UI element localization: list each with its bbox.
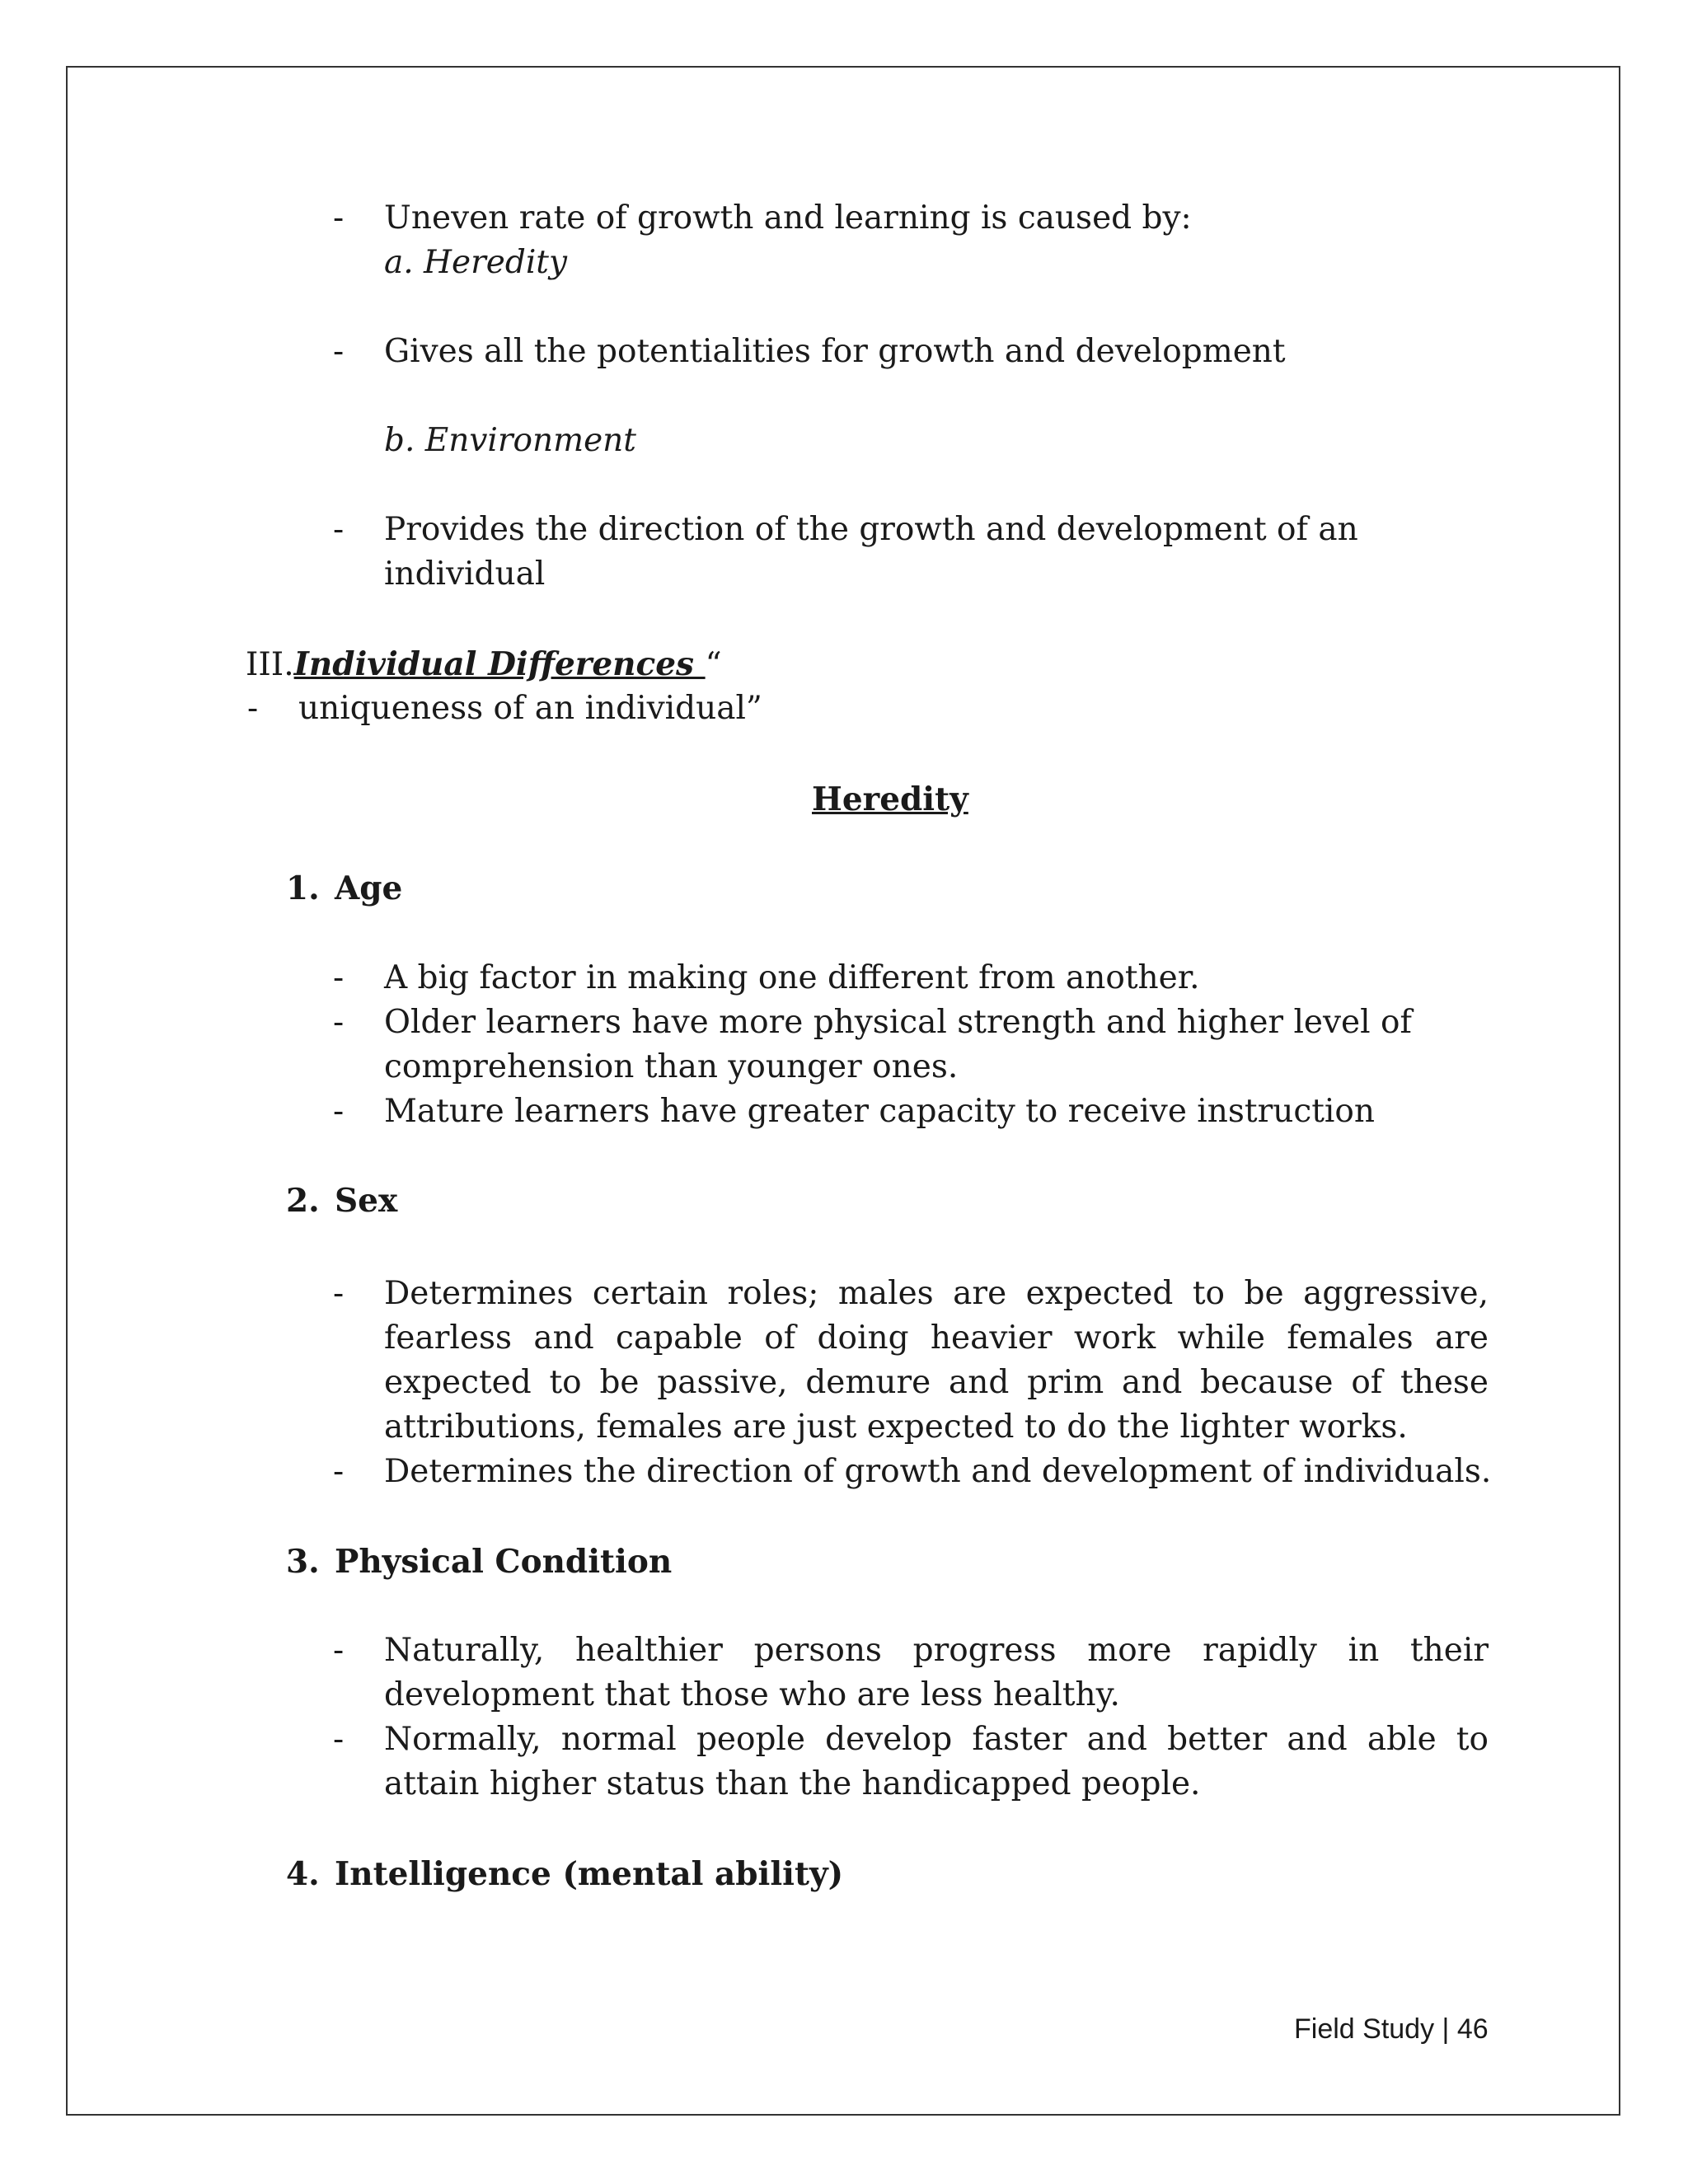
open-quote: “	[705, 646, 722, 683]
bullet-dash: -	[333, 1093, 345, 1130]
individual-differences-definition: uniqueness of an individual”	[298, 690, 762, 727]
bullet-dash: -	[333, 1275, 345, 1312]
section-title: Individual Differences	[293, 645, 706, 683]
factor-number-physical: 3.	[286, 1543, 320, 1581]
footer-label: Field Study	[1294, 2013, 1435, 2045]
bullet-dash: -	[333, 1004, 345, 1041]
physical-point-1-line1: Naturally, healthier persons progress more rapidly in their	[384, 1632, 1489, 1669]
physical-point-1-line2: development that those who are less healthy.	[384, 1676, 1120, 1713]
factor-number-age: 1.	[286, 869, 320, 907]
bullet-dash: -	[333, 333, 345, 370]
footer-separator: |	[1442, 2013, 1450, 2045]
bullet-dash: -	[333, 511, 345, 548]
age-point-2-line2: comprehension than younger ones.	[384, 1048, 959, 1085]
section-heading-individual-differences	[246, 642, 722, 687]
causes-intro: Uneven rate of growth and learning is caused by:	[384, 199, 1192, 237]
bullet-dash: -	[247, 690, 259, 727]
sex-point-1-line2: fearless and capable of doing heavier work while females are	[384, 1319, 1489, 1357]
heredity-heading: Heredity	[812, 780, 968, 818]
bullet-dash: -	[333, 959, 345, 996]
bullet-dash: -	[333, 199, 345, 237]
page-number: 46	[1456, 2013, 1489, 2045]
factor-number-intelligence: 4.	[286, 1855, 320, 1893]
sex-point-1-line3: expected to be passive, demure and prim and because of these	[384, 1364, 1489, 1401]
physical-point-2-line2: attain higher status than the handicapped people.	[384, 1765, 1201, 1802]
age-point-3: Mature learners have greater capacity to receive instruction	[384, 1093, 1375, 1130]
environment-label: b. Environment	[384, 422, 636, 459]
sex-point-2: Determines the direction of growth and development of individuals.	[384, 1453, 1492, 1490]
environment-description-line1: Provides the direction of the growth and development of an	[384, 511, 1358, 548]
section-numeral: III.	[246, 646, 294, 683]
sex-point-1-line1: Determines certain roles; males are expected to be aggressive,	[384, 1275, 1489, 1312]
factor-title-age: Age	[335, 869, 403, 907]
physical-point-2-line1: Normally, normal people develop faster and better and able to	[384, 1721, 1489, 1758]
bullet-dash: -	[333, 1721, 345, 1758]
environment-description-line2: individual	[384, 555, 546, 593]
heredity-label: a. Heredity	[384, 244, 568, 281]
factor-title-physical: Physical Condition	[335, 1543, 673, 1581]
age-point-2-line1: Older learners have more physical strength and higher level of	[384, 1004, 1412, 1041]
bullet-dash: -	[333, 1632, 345, 1669]
factor-number-sex: 2.	[286, 1182, 320, 1220]
page-footer	[1294, 2011, 1489, 2047]
age-point-1: A big factor in making one different from another.	[384, 959, 1200, 996]
sex-point-1-line4: attributions, females are just expected to do the lighter works.	[384, 1408, 1408, 1446]
bullet-dash: -	[333, 1453, 345, 1490]
factor-title-intelligence: Intelligence (mental ability)	[335, 1855, 844, 1893]
factor-title-sex: Sex	[335, 1182, 398, 1220]
heredity-description: Gives all the potentialities for growth and development	[384, 333, 1286, 370]
